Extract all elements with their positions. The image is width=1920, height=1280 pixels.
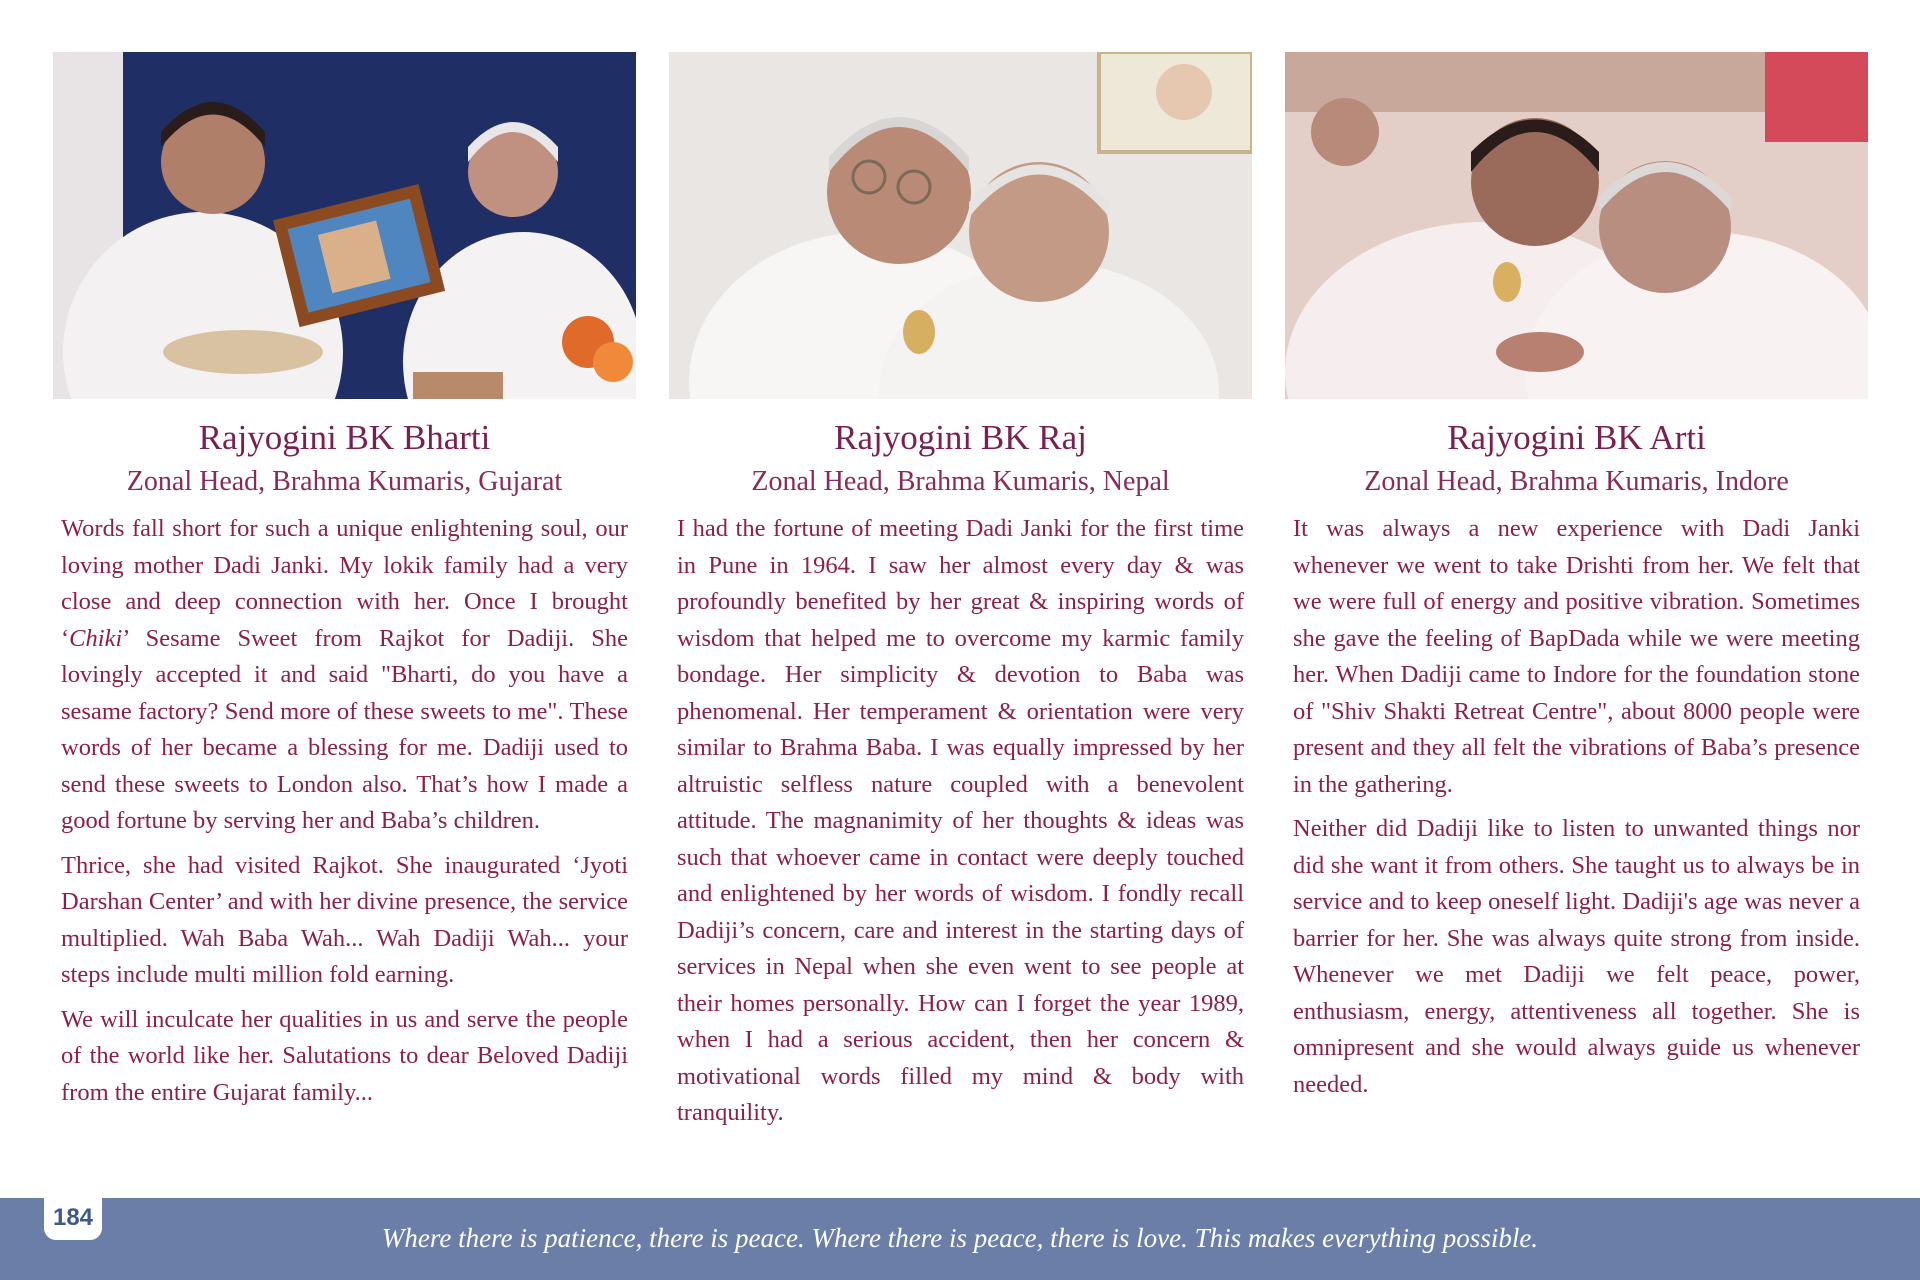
footer-band xyxy=(0,1198,1920,1280)
paragraph: Words fall short for such a unique enlightening soul, our loving mother Dadi Janki. My lokik family had a very close and deep connection with her. Once I brought ‘Chiki’ Sesame Sweet from Rajkot for Dadiji. She lovingly accepted it and said "Bharti, do you have a sesame factory? Send more of these sweets to me". These words of her became a blessing for me. Dadiji used to send these sweets to London also. That’s how I made a good fortune by serving her and Baba’s children. xyxy=(61,515,628,834)
photo-raj-with-dadi xyxy=(669,52,1252,399)
tribute-text xyxy=(53,511,636,1119)
paragraph: I had the fortune of meeting Dadi Janki for the first time in Pune in 1964. I saw her almost every day & was profoundly benefited by her great & inspiring words of wisdom that helped me to overcome my karmic family bondage. Her simplicity & devotion to Baba was phenomenal. Her temperament & orientation were very similar to Brahma Baba. I was equally impressed by her altruistic selfless nature coupled with a benevolent attitude. The magnanimity of her thoughts & ideas was such that whoever came in contact were deeply touched and enlightened by her words of wisdom. I fondly recall Dadiji’s concern, care and interest in the starting days of services in Nepal when she even went to see people at their homes personally. How can I forget the year 1989, when I had a serious accident, then her concern & motivational words filled my mind & body with tranquility. xyxy=(677,515,1244,1126)
person-role: Zonal Head, Brahma Kumaris, Gujarat xyxy=(126,466,563,497)
page-number: 184 xyxy=(44,1196,102,1240)
person-role: Zonal Head, Brahma Kumaris, Indore xyxy=(1364,466,1789,497)
paragraph: Neither did Dadiji like to listen to unwanted things nor did she want it from others. She taught us to always be in service and to keep oneself light. Dadiji's age was never a barrier for her. She was always quite strong from inside. Whenever we met Dadiji we felt peace, power, enthusiasm, energy, attentiveness all together. She is omnipresent and she would always guide us whenever needed. xyxy=(1293,815,1860,1098)
tribute-columns xyxy=(53,52,1867,1182)
person-name: Rajyogini BK Raj xyxy=(834,418,1087,457)
paragraph: We will inculcate her qualities in us and serve the people of the world like her. Salutations to dear Beloved Dadiji from the entire Gujarat family... xyxy=(61,1005,628,1106)
person-name: Rajyogini BK Bharti xyxy=(198,418,491,457)
person-name: Rajyogini BK Arti xyxy=(1447,418,1706,457)
tribute-column-raj xyxy=(669,52,1252,1182)
paragraph: Thrice, she had visited Rajkot. She inaugurated ‘Jyoti Darshan Center’ and with her divine presence, the service multiplied. Wah Baba Wah... Wah Dadiji Wah... your steps include multi million fold earning. xyxy=(61,851,628,988)
tribute-column-arti xyxy=(1285,52,1868,1182)
photo-arti-with-dadi xyxy=(1285,52,1868,399)
tribute-text xyxy=(669,511,1252,1140)
person-role: Zonal Head, Brahma Kumaris, Nepal xyxy=(751,466,1170,497)
tribute-column-bharti xyxy=(53,52,636,1182)
paragraph: It was always a new experience with Dadi Janki whenever we went to take Drishti from her. We felt that we were full of energy and positive vibration. Sometimes she gave the feeling of BapDada while we were meeting her. When Dadiji came to Indore for the foundation stone of "Shiv Shakti Retreat Centre", about 8000 people were present and they all felt the vibrations of Baba’s presence in the gathering. xyxy=(1293,515,1860,798)
photo-bharti-with-dadi xyxy=(53,52,636,399)
tribute-text xyxy=(1285,511,1868,1111)
footer-quote: Where there is patience, there is peace. Where there is peace, there is love. This makes everything possible. xyxy=(381,1223,1539,1253)
